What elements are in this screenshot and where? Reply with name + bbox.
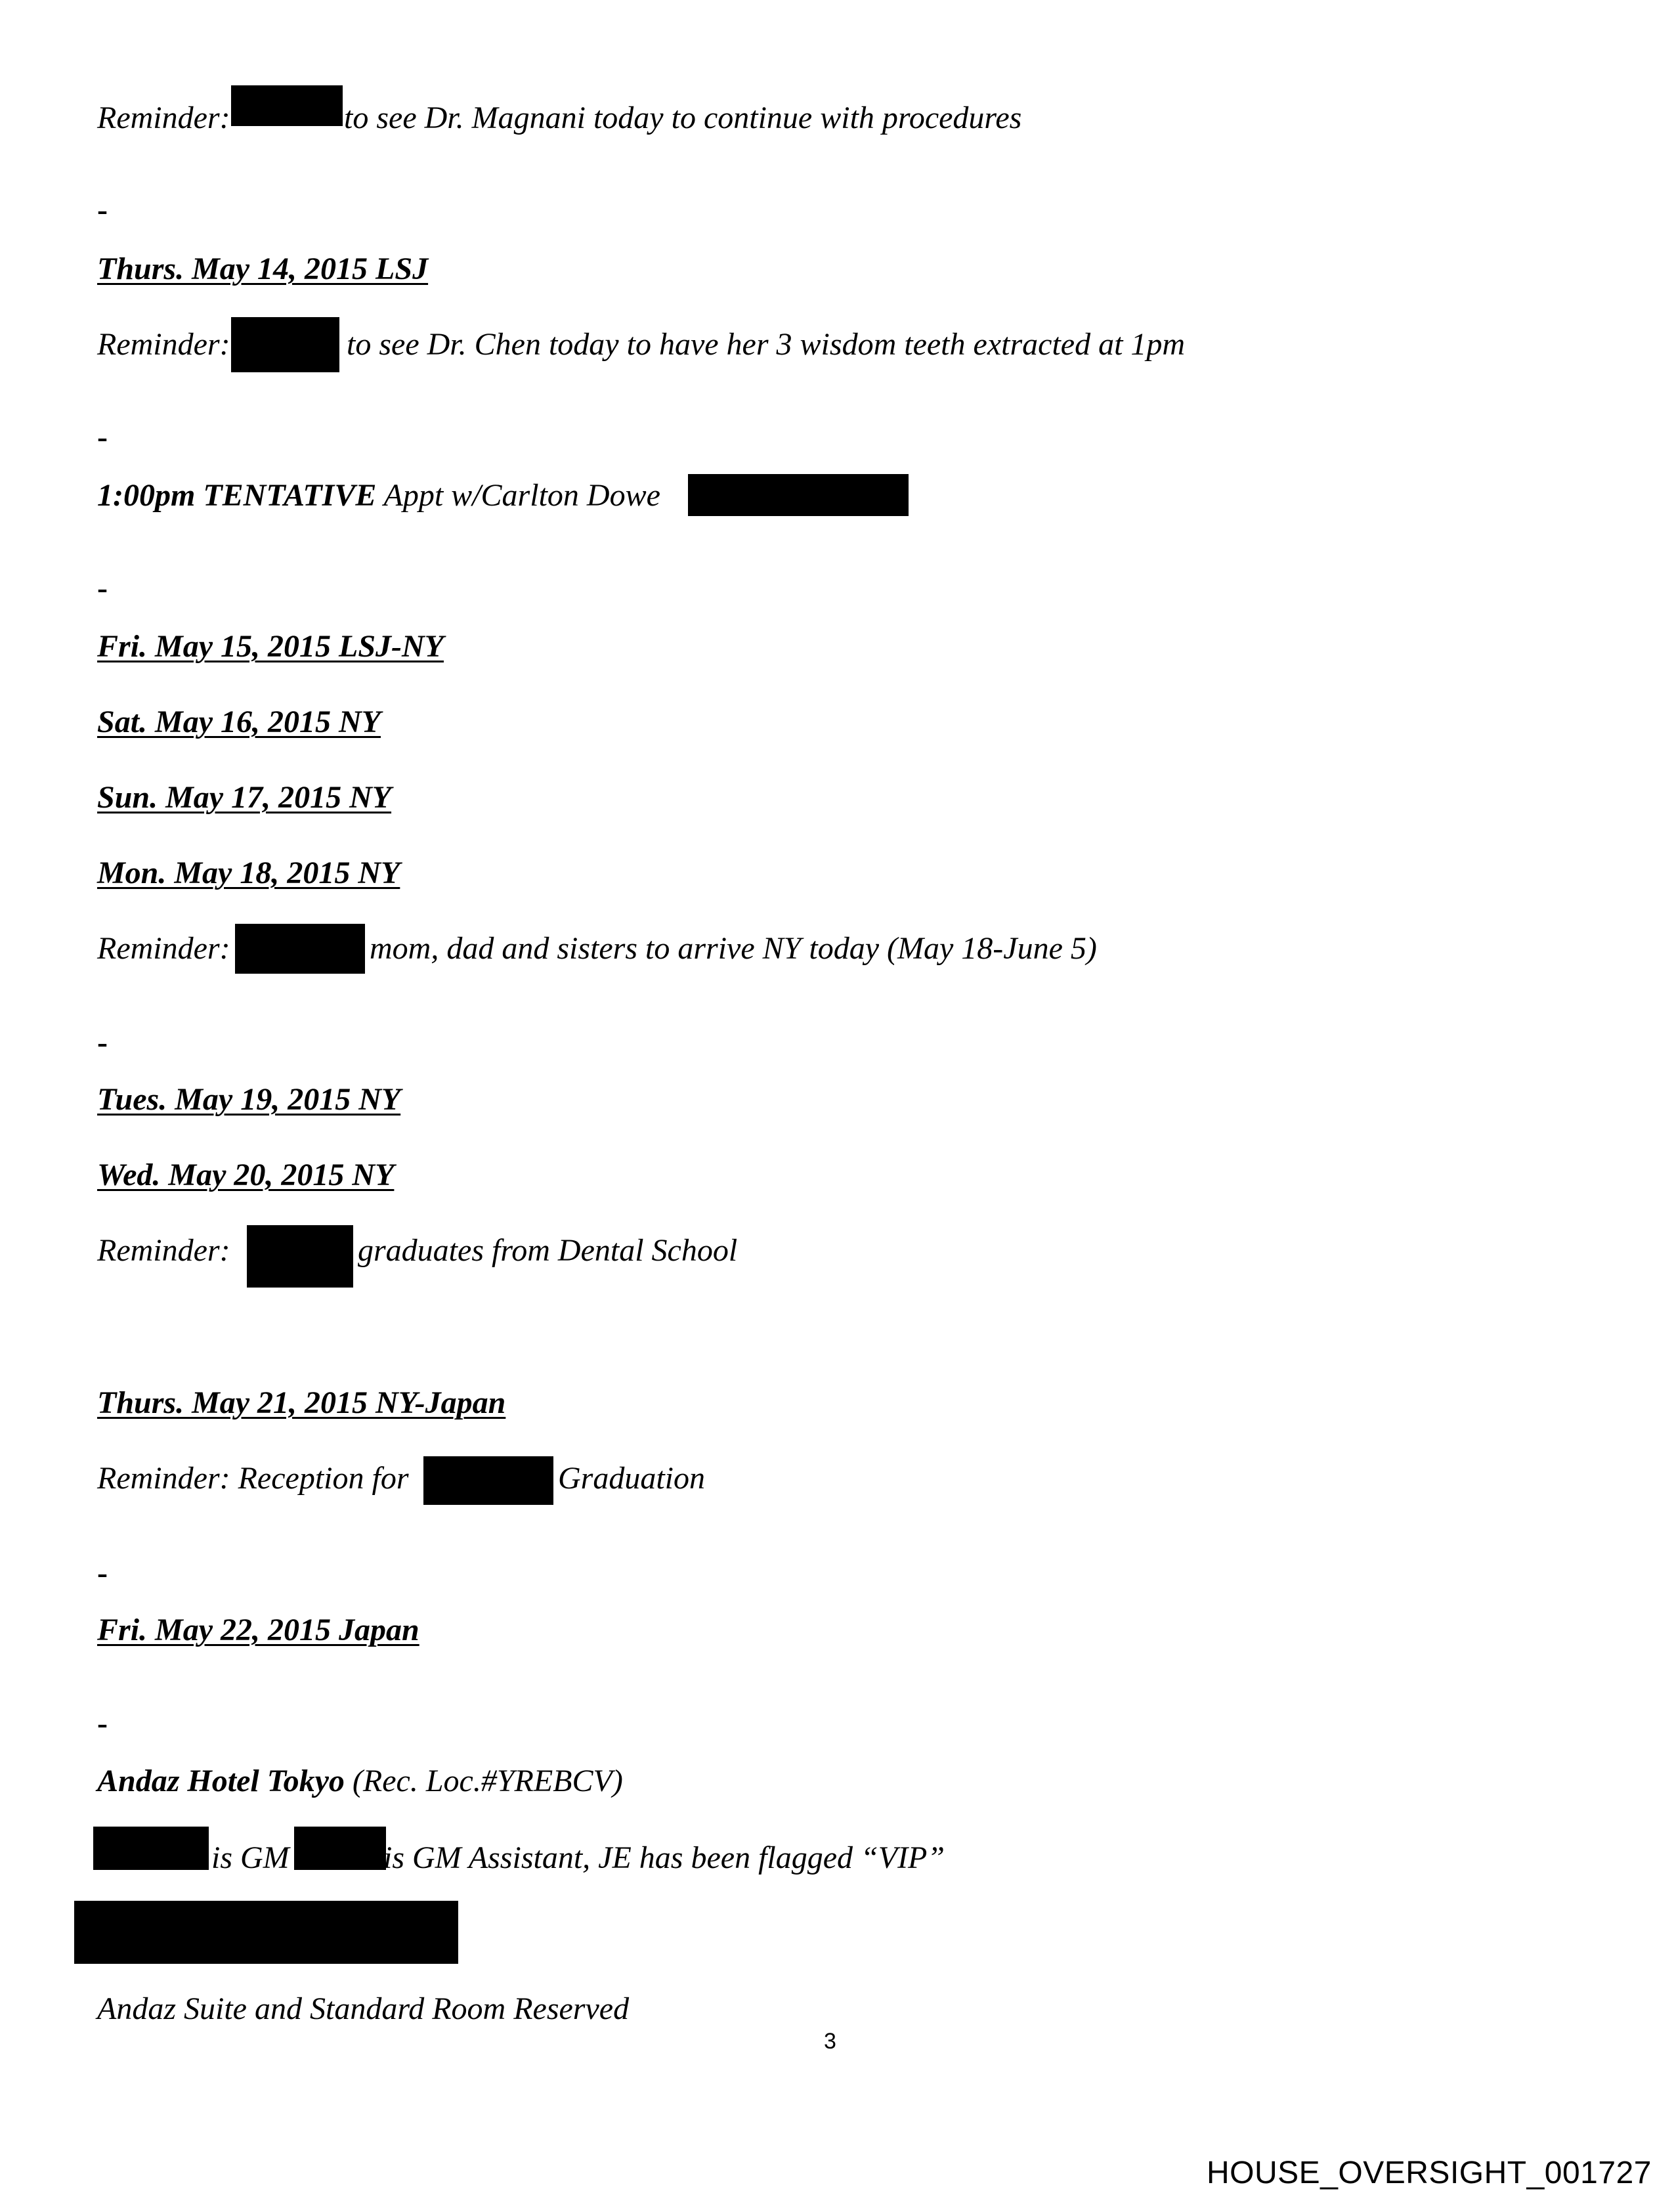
separator-dash: -	[97, 1706, 108, 1741]
redaction-box	[231, 317, 339, 372]
date-heading: Sat. May 16, 2015 NY	[97, 705, 381, 739]
separator-dash: -	[97, 420, 108, 454]
separator-dash: -	[97, 1555, 108, 1590]
date-heading: Mon. May 18, 2015 NY	[97, 856, 400, 890]
date-heading: Tues. May 19, 2015 NY	[97, 1082, 401, 1117]
redaction-box	[74, 1901, 458, 1964]
bates-number: HOUSE_OVERSIGHT_001727	[1207, 2156, 1652, 2190]
separator-dash: -	[97, 571, 108, 605]
date-heading: Fri. May 22, 2015 Japan	[97, 1613, 419, 1647]
date-heading: Wed. May 20, 2015 NY	[97, 1158, 395, 1192]
redaction-box	[423, 1456, 553, 1505]
date-heading: Fri. May 15, 2015 LSJ-NY	[97, 629, 444, 664]
reminder-text: mom, dad and sisters to arrive NY today (May 18-June 5)	[370, 931, 1097, 966]
staff-text: is GM Assistant, JE has been flagged “VIP”	[383, 1840, 945, 1875]
redaction-box	[688, 474, 909, 516]
reminder-label: Reminder:	[97, 1233, 230, 1268]
redaction-box	[247, 1225, 353, 1288]
separator-dash: -	[97, 1025, 108, 1060]
date-heading: Sun. May 17, 2015 NY	[97, 780, 392, 815]
separator-dash: -	[97, 192, 108, 227]
appointment-line	[97, 476, 660, 515]
hotel-name: Andaz Hotel Tokyo	[97, 1764, 345, 1798]
page-number: 3	[824, 2029, 836, 2054]
redaction-box	[235, 924, 365, 974]
reminder-text: graduates from Dental School	[358, 1233, 738, 1268]
redaction-box	[294, 1827, 386, 1870]
date-heading: Thurs. May 21, 2015 NY-Japan	[97, 1385, 506, 1420]
redaction-box	[231, 85, 343, 126]
reminder-text: Graduation	[558, 1461, 706, 1496]
reminder-text: to see Dr. Chen today to have her 3 wisdom teeth extracted at 1pm	[347, 327, 1186, 362]
reminder-label: Reminder:	[97, 931, 230, 966]
reservation-text: Andaz Suite and Standard Room Reserved	[97, 1991, 630, 2026]
hotel-line	[97, 1762, 623, 1801]
reminder-label: Reminder:	[97, 327, 230, 362]
reminder-text: to see Dr. Magnani today to continue with procedures	[344, 100, 1022, 135]
hotel-locator: (Rec. Loc.#YREBCV)	[344, 1764, 623, 1798]
reminder-line	[97, 98, 230, 138]
staff-text: is GM	[211, 1840, 290, 1875]
appointment-text: Appt w/Carlton Dowe	[376, 478, 660, 513]
redaction-box	[93, 1827, 209, 1870]
reminder-label: Reminder:	[97, 100, 230, 135]
date-heading: Thurs. May 14, 2015 LSJ	[97, 251, 429, 286]
reminder-label: Reminder: Reception for	[97, 1461, 409, 1496]
appointment-time: 1:00pm TENTATIVE	[97, 478, 377, 513]
